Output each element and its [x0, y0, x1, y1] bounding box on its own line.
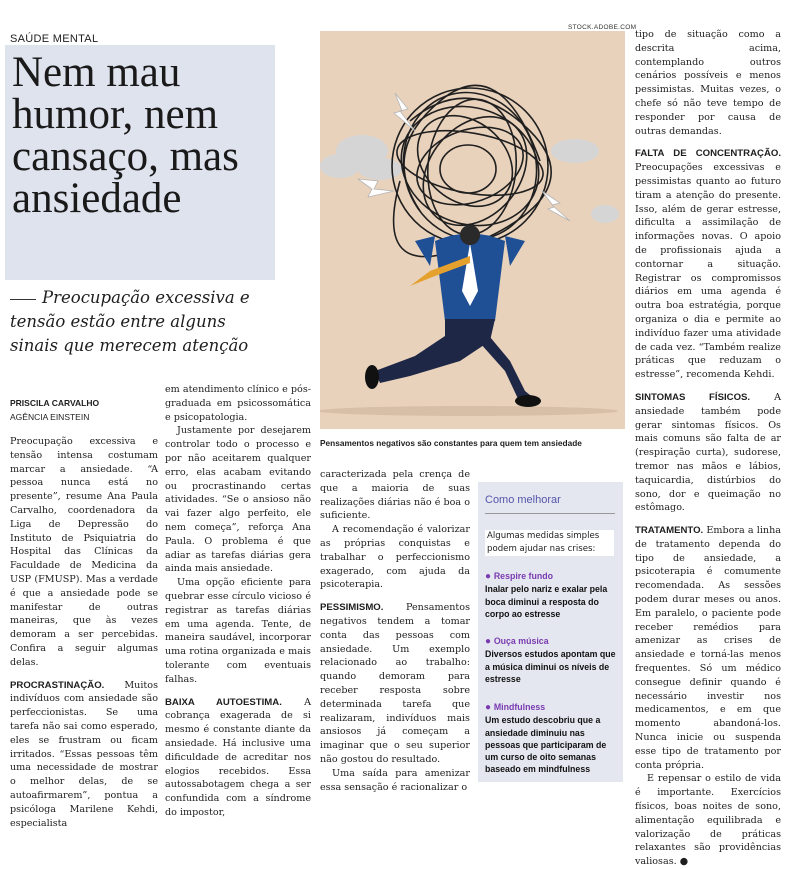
- subhead-baixa-autoestima: BAIXA AUTOESTIMA.: [165, 696, 282, 708]
- paragraph: Uma saída para amenizar essa sensação é racionalizar o: [320, 767, 470, 793]
- photo-credit: STOCK.ADOBE.COM: [568, 24, 637, 31]
- subhead-falta-concentracao: FALTA DE CONCENTRAÇÃO.: [635, 148, 781, 160]
- sidebar-tip: ● Mindfulness Um estudo descobriu que a ansiedade diminuiu nas pessoas que participaram de um curso de oito semanas baseado em mindfulness: [485, 702, 607, 775]
- paragraph: caracterizada pela crença de que a maioria de suas realizações diárias não é boa o suficiente.: [320, 469, 470, 522]
- article-column-3: [320, 468, 470, 794]
- subhead-tratamento: TRATAMENTO.: [635, 525, 704, 537]
- sidebar-divider: [485, 513, 615, 514]
- subhead-sintomas-fisicos: SINTOMAS FÍSICOS.: [635, 391, 751, 403]
- paragraph: PESSIMISMO. Pensamentos negativos tendem a tomar conta das pessoas com ansiedade. Um exemplo relacionado ao trabalho: quando demoram para receber resposta sobre determinada tarefa que realizaram, indivíduos mais ansiosos já começam a imaginar que o seu superior não gostou do resultado.: [320, 602, 470, 765]
- bullet-icon: ●: [485, 702, 494, 713]
- paragraph: E repensar o estilo de vida é importante. Exercícios físicos, boas noites de sono, alimentação equilibrada e valorização de práticas relaxantes são providências valiosas. ●: [635, 773, 781, 868]
- paragraph: TRATAMENTO. Embora a linha de tratamento dependa do tipo de ansiedade, a psicoterapia é comumente recomendada. As sessões podem durar meses ou anos. Em paralelo, o paciente pode receber remédios para amenizar as crises de ansiedade e torná-las menos frequentes. Só um médico consegue definir quando é necessário investir nos medicamentos, e em que momento abandoná-los. Nunca inicie ou suspenda esse tipo de tratamento por conta própria.: [635, 525, 781, 771]
- ground-shadow: [320, 406, 618, 416]
- end-mark-icon: ●: [679, 856, 689, 868]
- paragraph: em atendimento clínico e pós-graduada em psicossomática e psicopatologia.: [165, 384, 311, 423]
- sidebar-tip: ● Ouça música Diversos estudos apontam que a música diminui os níveis de estresse: [485, 636, 616, 684]
- paragraph: PROCRASTINAÇÃO. Muitos indivíduos com ansiedade são perfeccionistas. Se uma tarefa não sai como esperado, eles se frustram ou ficam irritados. “Essas pessoas têm uma necessidade de mostrar o melhor delas, de se autoafirmarem”, pontua a psicóloga Marilene Kehdi, especialista: [10, 679, 158, 829]
- paragraph: Justamente por desejarem controlar todo o processo e por não aceitarem qualquer erro, elas acabam evitando ou procrastinando certas atividades. “Se o ansioso não vai fazer algo perfeito, ele nem começa”, reforça Ana Paula. O problema é que adiar as tarefas diárias gera ainda mais ansiedade.: [165, 425, 311, 575]
- lead-text: Preocupação excessiva e tensão estão entre alguns sinais que merecem atenção: [10, 288, 250, 355]
- author-name: PRISCILA CARVALHO: [10, 398, 100, 408]
- headline: Nem mau humor, nem cansaço, mas ansiedade: [12, 49, 239, 222]
- article-column-4: [635, 28, 781, 869]
- paragraph: BAIXA AUTOESTIMA. A cobrança exagerada de si mesmo é constante diante da ansiedade. Há inclusive uma dificuldade de acreditar nos elogios recebidos. Essa autossabotagem chega a ser confundida com a síndrome do impostor,: [165, 696, 312, 818]
- sidebar-intro: Algumas medidas simples podem ajudar nas crises:: [485, 530, 614, 556]
- bullet-icon: ●: [485, 636, 494, 647]
- article-column-1: [10, 435, 158, 830]
- paragraph: A recomendação é valorizar as próprias conquistas e trabalhar o perfeccionismo exagerado, com ajuda da psicoterapia.: [320, 524, 470, 591]
- paragraph: tipo de situação como a descrita acima, contemplando outros cenários possíveis e menos pessimistas. Muitas vezes, o chefe só não teve tempo de responder por causa de outras demandas.: [635, 29, 781, 137]
- section-label: SAÚDE MENTAL: [10, 33, 99, 45]
- illustration-anxiety: [320, 31, 625, 429]
- photo-caption: Pensamentos negativos são constantes para quem tem ansiedade: [320, 438, 582, 448]
- paragraph: FALTA DE CONCENTRAÇÃO. Preocupações excessivas e pessimistas quanto ao futuro tiram a atenção do presente. Isso, além de gerar estresse, dificulta a assimilação de informações novas. O apoio de profissionais ajuda a contornar a situação. Registrar os compromissos diários em uma agenda é outra boa estratégia, porque organiza o dia e permite ao indivíduo fazer uma atividade de cada vez. “Também realize práticas que reduzam o estresse”, recomenda Kehdi.: [635, 148, 781, 381]
- sidebar-tip: ● Respire fundo Inalar pelo nariz e exalar pela boca diminui a resposta do corpo ao estresse: [485, 571, 608, 619]
- subhead-pessimismo: PESSIMISMO.: [320, 602, 384, 614]
- paragraph: Uma opção eficiente para quebrar esse círculo vicioso é registrar as tarefas diárias em uma agenda. Tente, de maneira saudável, incorporar uma rotina organizada e mais tolerante com eventuais falhas.: [165, 577, 311, 685]
- sidebar-title: Como melhorar: [485, 494, 561, 506]
- byline: [10, 396, 99, 424]
- bullet-icon: ●: [485, 571, 494, 582]
- article-column-2: [165, 383, 311, 820]
- agency-name: AGÊNCIA EINSTEIN: [10, 412, 90, 422]
- paragraph: Preocupação excessiva e tensão intensa costumam marcar a ansiedade. “A pessoa nunca está no presente”, resume Ana Paula Carvalho, coordenadora da Liga de Depressão do Instituto de Psiquiatria do Hospital das Clínicas da Faculdade de Medicina da USP (FMUSP). Mas a verdade é que a ansiedade pode se manifestar de outras maneiras, que às vezes demoram a ser percebidas. Confira a seguir algumas delas.: [10, 436, 158, 668]
- paragraph: SINTOMAS FÍSICOS. A ansiedade também pode gerar sintomas físicos. Os mais comuns são falta de ar (respiração curta), sudorese, tremor nas mãos e lábios, taquicardia, distúrbios do sono, dor e queimação no estômago.: [635, 391, 781, 514]
- subhead-procrastinacao: PROCRASTINAÇÃO.: [10, 679, 105, 691]
